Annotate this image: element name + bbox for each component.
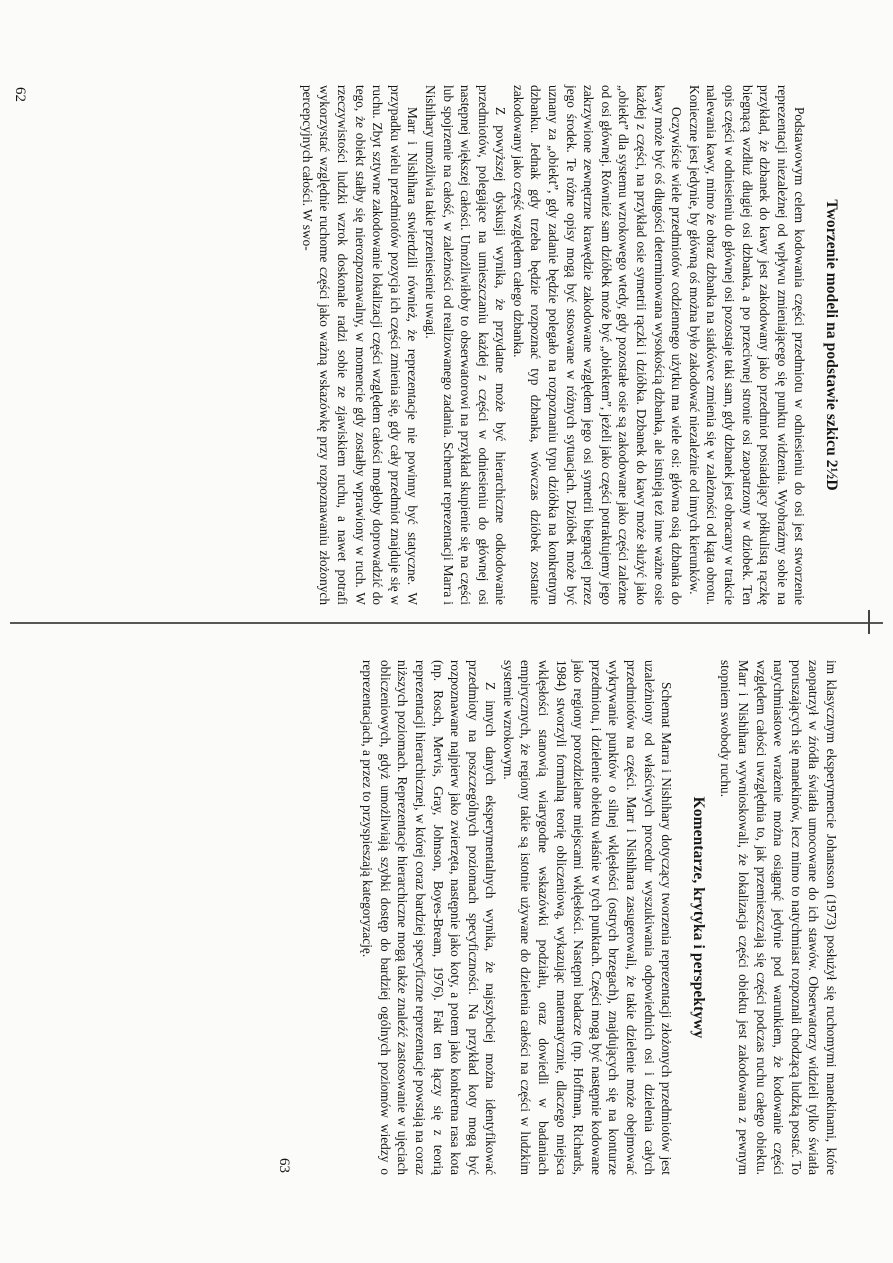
paragraph: Z powyższej dyskusji wynika, że przydatne może być hierarchiczne odkodowanie przedmiotów, polegające na umieszczaniu każdej z części w odniesieniu do głównej osi następnej większej całości. Umożliwiłoby to obserwatorowi na przykład skupienie się na części lub spojrzenie na całość, w zależności od realizowanego zadania. Schemat reprezentacji Marra i Nishihary umożliwia takie przeniesienie uwagi. xyxy=(422,85,509,605)
paragraph: Schemat Marra i Nishihary dotyczący tworzenia reprezentacji złożonych przedmiotów jest uzależniony od właściwych procedur wyszukiwania odpowiednich osi i dzielenia całych przedmiotów na części. Marr i Nishihara zasugerowali, że takie dzielenie może obejmować wykrywanie punktów o silnej wklęsłości (ostrych brzegach), znajdujących się na konturze przedmiotu, i dzielenie obiektu właśnie w tych punktach. Części mogą być następnie kodowane jako regiony porozdzielane miejscami wklęsłości. Następni badacze (np. Hoffman, Richards, 1984) stworzyli formalną teorię obliczeniową, wykazując matematycznie, dlaczego miejsca wklęsłości stanowią wiarygodne wskazówki podziału, oraz dowiedli w badaniach empirycznych, że regiony takie są istotnie używane do dzielenia całości na części w ludzkim systemie wzrokowym. xyxy=(500,660,675,1175)
book-fold-line xyxy=(10,622,883,624)
paragraph: Podstawowym celem kodowania części przedmiotu w odniesieniu do osi jest stworzenie reprezentacji niezależnej od wpływu zmieniającego się punktu widzenia. Wyobraźmy sobie na przykład, że dzbanek do kawy jest zakodowany jako przedmiot posiadający półkulistą rączkę biegnącą wzdłuż długiej osi dzbanka, a po przeciwnej stronie osi zaopatrzony w dziobek. Ten opis części w odniesieniu do głównej osi pozostaje taki sam, gdy dzbanek jest obracany w trakcie nalewania kawy, mimo że obraz dzbanka na siatkówce zmienia się w zależności od kąta obrotu. Konieczne jest jedynie, by główną oś można było zakodować niezależnie od innych kierunków. xyxy=(686,85,808,605)
section-title: Tworzenie modeli na podstawie szkicu 2½D xyxy=(823,199,840,491)
right-page xyxy=(276,660,840,1175)
paragraph: Marr i Nishihara stwierdzili również, że reprezentacje nie powinny być statyczne. W przypadku wielu przedmiotów pozycja ich części zmienia się, gdy cały przedmiot znajduje się w ruchu. Zbyt sztywne zakodowanie lokalizacji części względem całości mogłoby doprowadzić do tego, że obiekt stałby się nierozpoznawalny, w momencie gdy zostałby wprawiony w ruch. W rzeczywistości ludzki wzrok doskonale radzi sobie ze zjawiskiem ruchu, a nawet potrafi wykorzystać względnie ruchome części jako ważną wskazówkę przy rozpoznawaniu złożonych percepcyjnych całości. W swo- xyxy=(299,85,421,605)
section-title: Komentarze, krytyka i perspektywy xyxy=(689,796,707,1039)
paragraph: im klasycznym eksperymencie Johansson (1973) posłużył się ruchomymi manekinami, które zaopatrzył w źródła światła umocowane do ich stawów. Obserwatorzy widzieli tylko światła poruszających się manekinów, lecz mimo to natychmiast rozpoznali chodzącą ludzką postać. To natychmiastowe wrażenie można osiągnąć jedynie pod warunkiem, że kodowanie części względem całości uwzględnia to, jak przemieszczają się części podczas ruchu całego obiektu. Marr i Nishihara wywnioskowali, że lokalizacja części obiektu jest zakodowana z pewnym stopniem swobody ruchu. xyxy=(718,660,839,1175)
paragraph: Z innych danych eksperymentalnych wynika, że najszybciej można identyfikować przedmioty na poszczególnych poziomach specyficzności. Na przykład koty mogą być rozpoznawane najpierw jako zwierzęta, następnie jako koty, a potem jako konkretna rasa kota (np. Rosch, Mervis, Gray, Johnson, Boyes-Bream, 1976). Fakt ten łączy się z teorią reprezentacji hierarchicznej, w której coraz bardziej specyficzne reprezentacje powstają na coraz niższych poziomach. Reprezentacje hierarchiczne mogą także znaleźć zastosowanie w ujęciach obliczeniowych, gdyż umożliwiają szybki dostęp do bardziej ogólnych poziomów wiedzy o reprezentacjach, a przez to przyspieszają kategoryzację. xyxy=(360,660,499,1175)
fold-mark xyxy=(868,610,870,634)
left-page xyxy=(10,85,840,605)
spacer xyxy=(707,660,717,1175)
paragraph: Oczywiście wiele przedmiotów codziennego użytku ma wiele osi: główna osią dzbanka do kawy może być oś długości determinowana wysokością dzbanka, ale istnieją też inne ważne osie każdej z części, na przykład osie symetrii rączki i dzióbka. Dzbanek do kawy może służyć jako „obiekt” dla systemu wzrokowego wtedy, gdy pozostałe osie są zakodowane jako części zależne od osi głównej. Również sam dzióbek może być „obiektem”, jeżeli jako części potraktujemy jego zakrzywione zewnętrzne krawędzie zakodowane względem jego osi symetrii biegnącej przez jego środek. Te różne opisy mogą być stosowane w różnych sytuacjach. Dzióbek może być uznany za „obiekt”, gdy zadanie będzie polegało na rozpoznaniu typu dzióbka na konkretnym dzbanku. Jednak gdy trzeba będzie rozpoznać typ dzbanka, wówczas dzióbek zostanie zakodowany jako część względem całego dzbanka. xyxy=(510,85,685,605)
page-number: 62 xyxy=(12,87,28,102)
page-number: 63 xyxy=(276,1158,292,1173)
